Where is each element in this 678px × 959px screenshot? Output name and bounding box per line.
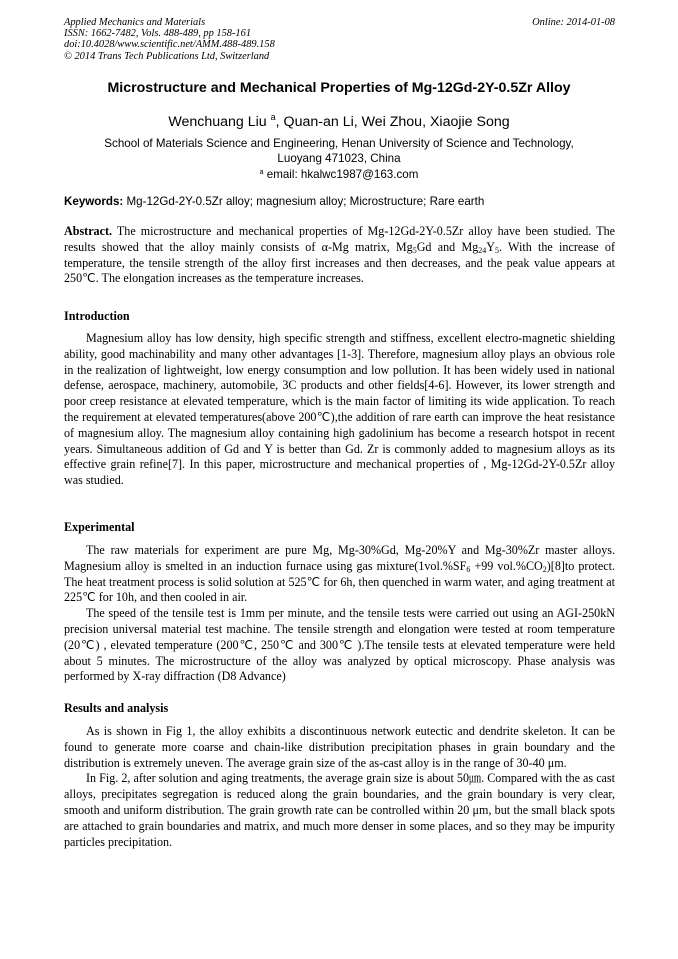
results-paragraph-1: As is shown in Fig 1, the alloy exhibits a discontinuous network eutectic and dendrite skeleton. It can be found to generate more coarse and chain-like distribution precipitation phases in grain boundary and the distribution is extremely uneven. The average grain size of the as-cast alloy is in the range of 30-40 μm. bbox=[64, 724, 615, 770]
email-line bbox=[70, 166, 608, 183]
abstract-label: Abstract. bbox=[64, 224, 113, 238]
author-others: , Quan-an Li, Wei Zhou, Xiaojie Song bbox=[275, 114, 510, 130]
abstract bbox=[64, 224, 615, 287]
affiliation-line-1: School of Materials Science and Engineering, Henan University of Science and Technology, bbox=[104, 137, 574, 150]
abstract-sub-1: 5 bbox=[412, 245, 417, 255]
keywords-label: Keywords: bbox=[64, 195, 124, 208]
paper-title: Microstructure and Mechanical Properties of Mg-12Gd-2Y-0.5Zr Alloy bbox=[107, 80, 571, 96]
experimental-heading: Experimental bbox=[64, 520, 135, 534]
issn-line: ISSN: 1662-7482, Vols. 488-489, pp 158-161 bbox=[64, 28, 252, 40]
affiliation-line-2: Luoyang 471023, China bbox=[277, 151, 401, 165]
author-email[interactable]: email: hkalwc1987@163.com bbox=[266, 168, 419, 182]
results-paragraph-2: In Fig. 2, after solution and aging treatments, the average grain size is about 50㎛. Compared with the as cast alloys, precipitates segregation is reduced along the grain boundaries, and the grain boundary is very clear, smooth and uniform distribution. The grain growth rate can be controlled within 20 μm, but the small black spots are attached to grain boundaries and matrix, and much more denser in some places, and so they may be impurity particles precipitation. bbox=[64, 771, 615, 849]
results-heading: Results and analysis bbox=[64, 701, 169, 715]
journal-header bbox=[64, 17, 615, 62]
author-first: Wenchuang Liu bbox=[168, 114, 267, 130]
introduction-heading: Introduction bbox=[64, 309, 130, 323]
abstract-text-d: . With the increase of temperature, the tensile strength of the alloy first increases and then decreases, and the peak value appears at 250℃. The elongation increases as the temperature increases. bbox=[64, 239, 615, 286]
experimental-body bbox=[64, 543, 615, 685]
doi-line[interactable]: doi:10.4028/www.scientific.net/AMM.488-489.158 bbox=[64, 39, 275, 51]
results-body bbox=[64, 724, 615, 850]
author-superscript: a bbox=[270, 112, 276, 122]
keywords bbox=[64, 195, 615, 208]
abstract-text-a: The microstructure and mechanical properties of Mg-12Gd-2Y-0.5Zr alloy have been studied. The results showed that the alloy mainly consists of α-Mg matrix, Mg bbox=[64, 224, 615, 254]
experimental-sub-2: 2 bbox=[542, 564, 547, 574]
introduction-paragraph: Magnesium alloy has low density, high specific strength and stiffness, excellent electro-magnetic shielding ability, good machinability and many other advantages [1-3]. Therefore, magnesium alloy plays an obvious role in the realization of lightweight, low energy consumption and low pollution. It has been widely used in national defense, aerospace, machinery, automobile, 3C products and other fields[4-6]. However, its lower strength and poor creep resistance at elevated temperature, which is the main factor of limiting its wide application. To reach the requirement at elevated temperatures(above 200℃),the addition of rare earth can improve the heat resistance of magnesium alloy. The magnesium alloy containing high gadolinium has become a research hotspot in recent years. Simultaneous addition of Gd and Y is better than Gd. Zr is commonly added to magnesium alloys as its effective grain refine[7]. In this paper, microstructure and mechanical properties of , Mg-12Gd-2Y-0.5Zr alloy was studied. bbox=[64, 331, 615, 488]
introduction-body bbox=[64, 331, 615, 489]
copyright-line: © 2014 Trans Tech Publications Ltd, Switzerland bbox=[64, 50, 270, 62]
online-date: Online: 2014-01-08 bbox=[532, 17, 615, 28]
abstract-sub-3: 5 bbox=[495, 245, 499, 255]
experimental-text-c: )[8]to protect. The heat treatment process is solid solution at 525℃ for 6h, then quenched in warm water, and aging treatment at 225℃ for 10h, and then cooled in air. bbox=[64, 558, 615, 605]
journal-name: Applied Mechanics and Materials bbox=[64, 17, 206, 28]
email-superscript: a bbox=[259, 169, 264, 177]
experimental-paragraph-1 bbox=[64, 543, 615, 606]
abstract-sub-2: 24 bbox=[478, 245, 487, 255]
affiliation bbox=[70, 137, 608, 183]
experimental-text-b: +99 vol.%CO bbox=[470, 558, 543, 573]
abstract-text-c: Y bbox=[486, 239, 495, 254]
experimental-paragraph-2: The speed of the tensile test is 1mm per minute, and the tensile tests were carried out using an AGI-250kN precision universal material test machine. The tensile strength and elongation were tested at room temperature (20℃) , elevated temperature (200℃, 250℃ and 300℃ ).The tensile tests at elevated temperature were held about 5 minutes. The microstructure of the alloy was analyzed by optical microscopy. Phase analysis was performed by X-ray diffraction (D8 Advance) bbox=[64, 606, 615, 684]
keywords-text: Mg-12Gd-2Y-0.5Zr alloy; magnesium alloy; Microstructure; Rare earth bbox=[126, 195, 485, 208]
experimental-text-a: The raw materials for experiment are pure Mg, Mg-30%Gd, Mg-20%Y and Mg-30%Zr master alloys. Magnesium alloy is smelted in an induction furnace using gas mixture(1vol.%SF bbox=[64, 543, 615, 573]
author-list bbox=[0, 112, 678, 130]
experimental-sub-1: 6 bbox=[466, 564, 471, 574]
abstract-text-b: Gd and Mg bbox=[416, 239, 479, 254]
